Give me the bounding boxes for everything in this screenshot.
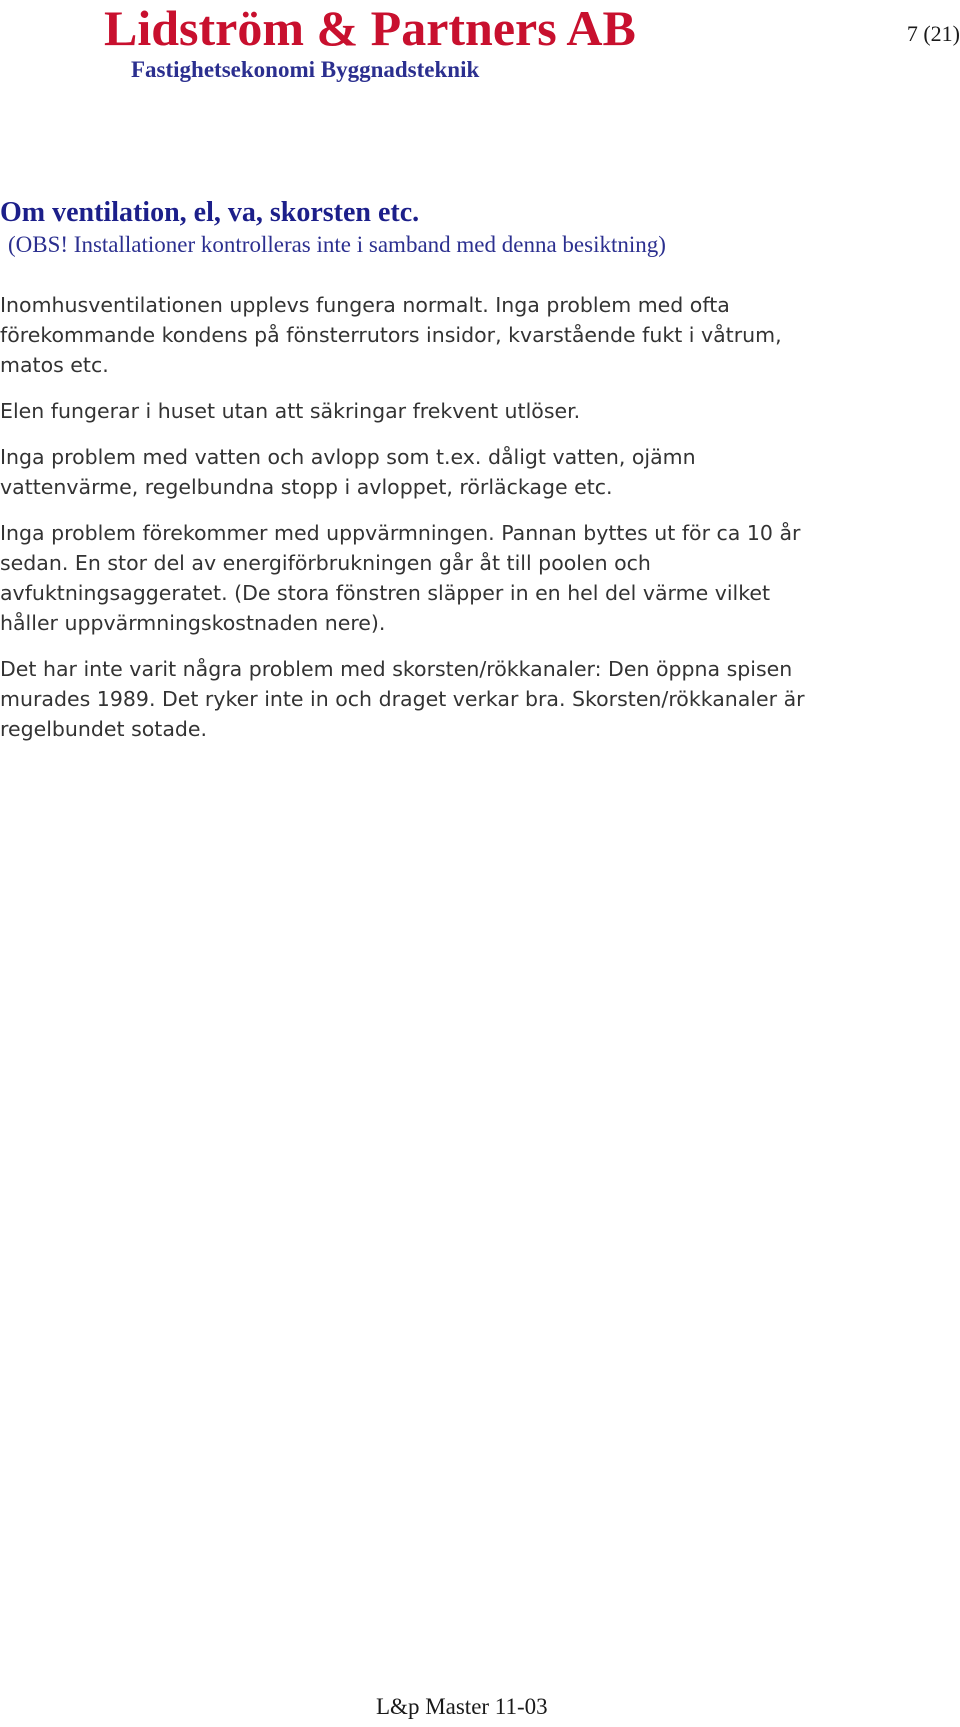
page-number: 7 (21) <box>906 21 960 46</box>
company-name: Lidström & Partners AB <box>104 0 636 56</box>
paragraph-water-drainage: Inga problem med vatten och avlopp som t.ex. dåligt vatten, ojämn vattenvärme, regelbundna stopp i avloppet, rörläckage etc. <box>0 445 696 499</box>
paragraph-chimney: Det har inte varit några problem med skorsten/rökkanaler: Den öppna spisen murades 1989. Det ryker inte in och draget verkar bra. Skorsten/rökkanaler är regelbundet sotade. <box>0 657 805 741</box>
footer-text: L&p Master 11-03 <box>376 1694 548 1719</box>
company-tagline: Fastighetsekonomi Byggnadsteknik <box>131 57 480 82</box>
paragraph-electricity: Elen fungerar i huset utan att säkringar frekvent utlöser. <box>0 399 581 423</box>
section-heading: Om ventilation, el, va, skorsten etc. <box>0 197 420 228</box>
paragraph-heating: Inga problem förekommer med uppvärmningen. Pannan byttes ut för ca 10 år sedan. En stor del av energiförbrukningen går åt till poolen och avfuktningsaggeratet. (De stora fönstren släpper in en hel del värme vilket håller uppvärmningskostnaden nere). <box>0 521 801 635</box>
body-text <box>0 290 820 760</box>
paragraph-ventilation: Inomhusventilationen upplevs fungera normalt. Inga problem med ofta förekommande kondens på fönsterrutors insidor, kvarstående fukt i våtrum, matos etc. <box>0 293 782 377</box>
section-note: (OBS! Installationer kontrolleras inte i samband med denna besiktning) <box>8 232 666 257</box>
